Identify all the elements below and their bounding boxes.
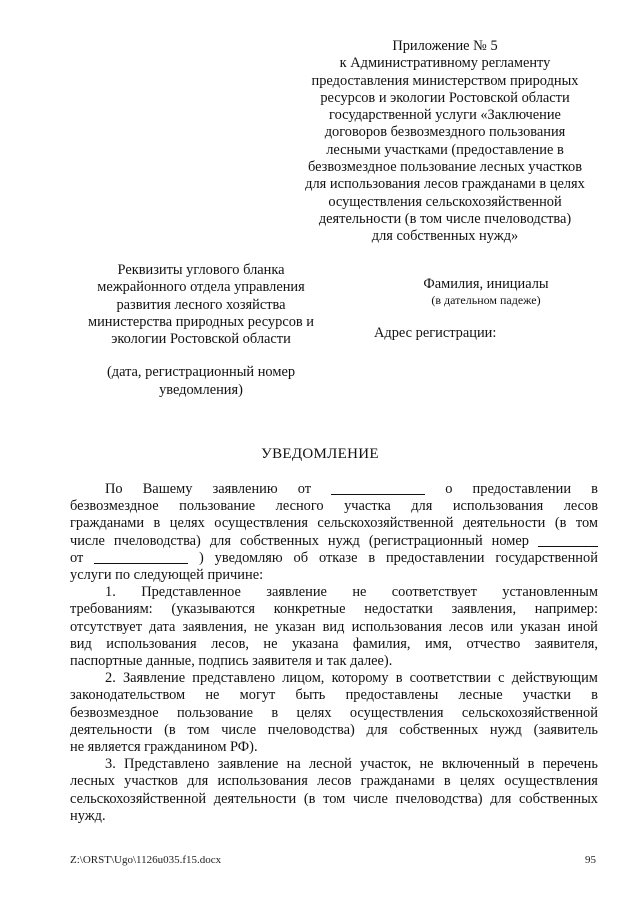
paragraph-1-line-6 — [70, 567, 598, 584]
appendix-header — [292, 38, 598, 246]
word: имя, — [424, 635, 452, 652]
word: гражданами — [70, 515, 145, 532]
word: безвозмездное — [70, 704, 159, 721]
word: (в — [554, 515, 567, 532]
appendix-line: договоров безвозмездного пользования — [324, 124, 566, 141]
notice-body — [70, 481, 598, 825]
word: вид — [70, 635, 92, 652]
word: в — [153, 515, 161, 532]
appendix-line: для собственных нужд» — [371, 228, 519, 245]
word: например: — [534, 601, 598, 618]
word: заявителя, — [534, 635, 598, 652]
word: для — [366, 721, 388, 738]
note-line: уведомления) — [159, 381, 243, 398]
appendix-line: деятельности (в том числе пчеловодства) — [318, 210, 572, 227]
item-3-line — [70, 808, 598, 825]
word: (в — [303, 790, 316, 807]
date-registration-note — [70, 364, 332, 399]
word: 3. — [105, 756, 116, 773]
word: Представленное — [141, 584, 241, 601]
document-title: УВЕДОМЛЕНИЕ — [261, 446, 379, 462]
requisites-line: экологии Ростовской области — [111, 331, 291, 348]
word: отказе — [318, 549, 358, 566]
word: заявление — [266, 584, 327, 601]
paragraph-1-line-5 — [70, 550, 598, 567]
word: По — [105, 481, 123, 497]
word: деятельности — [70, 721, 153, 738]
word: осуществления — [349, 704, 444, 721]
word: участков — [124, 773, 178, 790]
registration-number-blank — [538, 533, 598, 547]
item-2-line — [70, 687, 598, 704]
word: дата — [149, 618, 176, 635]
word: лесов — [563, 498, 598, 515]
corner-stamp-block — [70, 262, 332, 399]
appendix-line: предоставления министерством природных — [311, 72, 579, 89]
word: вид — [322, 618, 345, 635]
word: 2. — [105, 670, 116, 687]
word: целях — [296, 704, 332, 721]
paragraph-1-line-2 — [70, 498, 598, 515]
word: сельскохозяйственной — [70, 790, 207, 807]
addressee-name-label: Фамилия, инициалы — [423, 276, 549, 292]
word: осуществления — [214, 515, 308, 532]
word: Представлено — [124, 756, 210, 773]
paragraph-1-line-4 — [70, 533, 598, 550]
word: не является гражданином РФ). — [70, 739, 258, 756]
word: заявления, — [182, 618, 247, 635]
word: 1. — [105, 584, 116, 601]
word: числе — [70, 532, 105, 549]
word: предоставлении — [472, 481, 572, 497]
word: том — [187, 721, 210, 738]
word: действующим — [511, 670, 598, 687]
word: использования — [217, 773, 308, 790]
requisites-line: министерства природных ресурсов и — [88, 313, 314, 330]
word: в — [591, 687, 598, 704]
word: заявлению — [212, 481, 278, 497]
word: Вашему — [142, 481, 193, 497]
word: предоставлении — [385, 549, 485, 566]
refusal-reasons-list — [70, 584, 598, 825]
word: с — [498, 670, 505, 687]
word: на — [286, 756, 301, 773]
requisites-line: Реквизиты углового бланка — [117, 262, 285, 278]
appendix-line: ресурсов и экологии Ростовской области — [320, 89, 570, 106]
word: недостатки — [364, 601, 433, 618]
word: государственной — [495, 549, 598, 566]
word: заявление — [217, 756, 279, 773]
word: паспортные данные, подпись заявителя и так далее). — [70, 653, 393, 670]
word: числе — [221, 721, 257, 738]
line-text: услуги по следующей причине: — [70, 567, 264, 584]
word: участок, — [360, 756, 412, 773]
word: лесного — [275, 498, 324, 515]
requisites-line: межрайонного отдела управления — [97, 279, 305, 296]
word: (заявитель — [533, 721, 598, 738]
addressee-block — [370, 276, 602, 342]
word: или — [490, 618, 514, 635]
word: от — [70, 549, 84, 566]
word: использования — [106, 635, 197, 652]
word: предоставлены — [345, 687, 439, 704]
appendix-line: государственной услуги «Заключение — [329, 107, 561, 124]
word: (указываются — [171, 601, 255, 618]
word: перечень — [542, 756, 598, 773]
word: не — [254, 618, 269, 635]
word: целях — [169, 515, 205, 532]
appendix-line: безвозмездное пользование лесных участков — [307, 159, 583, 176]
registration-address-label: Адрес регистрации: — [374, 325, 497, 341]
word: деятельности — [213, 790, 297, 807]
appendix-line: для использования лесов гражданами в целях — [305, 176, 585, 193]
page-footer — [70, 854, 596, 866]
item-1-line — [70, 636, 598, 653]
item-2-line — [70, 705, 598, 722]
dative-case-note: (в дательном падеже) — [431, 293, 541, 307]
word: том — [575, 515, 598, 532]
word: том — [323, 790, 346, 807]
word: пользование — [179, 498, 256, 515]
word: лесной — [308, 756, 352, 773]
word: от — [297, 481, 312, 497]
note-line: (дата, регистрационный номер — [106, 364, 296, 381]
word: числе — [352, 790, 388, 807]
word: отчество — [466, 635, 521, 652]
word: установленным — [502, 584, 598, 601]
word: в — [368, 549, 376, 566]
word: осуществления — [504, 773, 598, 790]
word: участка — [344, 498, 391, 515]
appendix-line: осуществления сельскохозяйственной — [328, 193, 562, 210]
word: нужд — [327, 532, 360, 549]
word: в — [527, 756, 535, 773]
appendix-line: лесными участками (предоставление в — [326, 141, 564, 158]
word: указан — [275, 618, 316, 635]
word: (регистрационный — [368, 532, 483, 549]
item-1-line — [70, 653, 598, 670]
word: конкретные — [273, 601, 346, 618]
item-1-line — [70, 601, 598, 618]
item-2-line — [70, 739, 598, 756]
word: деятельности — [462, 515, 546, 532]
word: для — [411, 498, 433, 515]
word: лесные — [458, 687, 503, 704]
word: иной — [567, 618, 598, 635]
paragraph-1-line-1 — [70, 481, 598, 498]
requisites-line: развития лесного хозяйства — [116, 296, 286, 313]
word: нужд — [489, 721, 522, 738]
word: Заявление — [122, 670, 186, 687]
word: не — [263, 635, 278, 652]
word: лесов, — [211, 635, 249, 652]
word: законодательством — [70, 687, 186, 704]
word: соответствии — [409, 670, 491, 687]
word: в — [591, 481, 598, 497]
word: лесов — [317, 773, 352, 790]
word: могут — [239, 687, 276, 704]
word: фамилия, — [352, 635, 411, 652]
word: безвозмездное — [70, 498, 159, 515]
word: не — [419, 756, 434, 773]
item-3-line — [70, 773, 598, 790]
word: лесов — [449, 618, 484, 635]
word: не — [352, 584, 367, 601]
appendix-line: к Административному регламенту — [339, 55, 551, 72]
word: лесных — [70, 773, 115, 790]
word: заявления, — [451, 601, 517, 618]
word: для — [187, 773, 209, 790]
word: не — [205, 687, 220, 704]
word: нужд. — [70, 807, 106, 824]
word: требованиям: — [70, 601, 153, 618]
word: которому — [331, 670, 389, 687]
appendix-line: Приложение № 5 — [392, 38, 498, 54]
item-1-line — [70, 584, 598, 601]
page-number: 95 — [585, 854, 596, 866]
registration-date-blank — [94, 550, 188, 564]
word: соответствует — [391, 584, 477, 601]
word: собственных — [239, 532, 319, 549]
word: собственных — [519, 790, 598, 807]
word: в — [271, 704, 279, 721]
word: отсутствует — [70, 618, 142, 635]
word: в — [443, 773, 451, 790]
word: для — [490, 790, 512, 807]
paragraph-1-line-3 — [70, 515, 598, 532]
item-3-line — [70, 791, 598, 808]
word: в — [395, 670, 403, 687]
item-2-line — [70, 670, 598, 687]
word: для — [209, 532, 231, 549]
corner-stamp-requisites — [70, 262, 332, 348]
word: о — [445, 481, 453, 497]
file-path: Z:\ORST\Ugo\1126u035.f15.docx — [70, 854, 222, 866]
item-3-line — [70, 756, 598, 773]
word: сельскохозяйственной — [461, 704, 598, 721]
application-date-blank — [331, 481, 425, 495]
item-1-line — [70, 619, 598, 636]
word: номер — [491, 532, 529, 549]
word: целях — [459, 773, 496, 790]
word: пользование — [176, 704, 253, 721]
word: ) — [199, 549, 204, 566]
word: использования — [452, 498, 544, 515]
word: сельскохозяйственной — [317, 515, 454, 532]
word: представлено — [192, 670, 276, 687]
word: (в — [164, 721, 176, 738]
word: собственных — [399, 721, 479, 738]
word: указан — [520, 618, 561, 635]
word: использования — [351, 618, 442, 635]
word: быть — [295, 687, 326, 704]
word: участки — [522, 687, 571, 704]
word: об — [293, 549, 309, 566]
word: пчеловодства) — [395, 790, 483, 807]
word: гражданами — [360, 773, 435, 790]
word: пчеловодства) — [267, 721, 355, 738]
word: уведомляю — [214, 549, 283, 566]
word: пчеловодства) — [113, 532, 201, 549]
word: указана — [291, 635, 339, 652]
item-2-line — [70, 722, 598, 739]
word: лицом, — [282, 670, 325, 687]
word: включенный — [441, 756, 520, 773]
